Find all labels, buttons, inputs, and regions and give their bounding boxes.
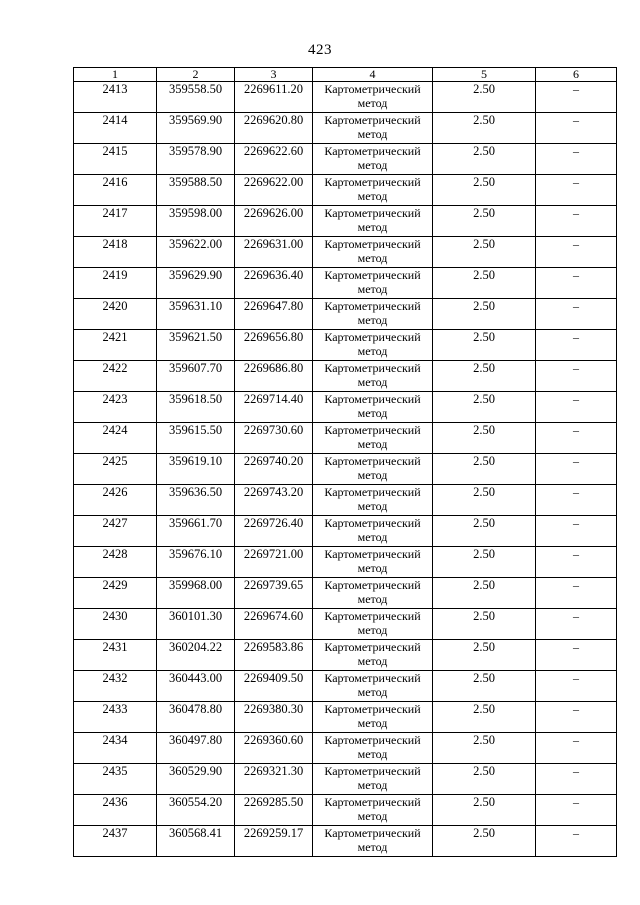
x-coordinate-cell: 359621.50	[157, 330, 235, 361]
table-row	[74, 330, 617, 361]
point-number-cell: 2420	[74, 299, 157, 330]
x-coordinate-cell: 360443.00	[157, 671, 235, 702]
description-cell: –	[536, 175, 617, 206]
y-coordinate-cell: 2269674.60	[235, 609, 313, 640]
table-row	[74, 547, 617, 578]
accuracy-cell: 2.50	[433, 423, 536, 454]
accuracy-cell: 2.50	[433, 516, 536, 547]
method-line-2: метод	[357, 622, 388, 637]
y-coordinate-cell: 2269743.20	[235, 485, 313, 516]
description-cell: –	[536, 640, 617, 671]
method-line-1: Картометрический	[324, 392, 421, 406]
x-coordinate-cell: 359588.50	[157, 175, 235, 206]
accuracy-cell: 2.50	[433, 702, 536, 733]
method-cell	[313, 609, 433, 640]
accuracy-cell: 2.50	[433, 392, 536, 423]
method-cell	[313, 268, 433, 299]
point-number-cell: 2435	[74, 764, 157, 795]
method-line-2: метод	[357, 808, 388, 823]
column-header-2: 2	[157, 68, 235, 82]
table-row	[74, 609, 617, 640]
description-cell: –	[536, 454, 617, 485]
method-line-1: Картометрический	[324, 485, 421, 499]
description-cell: –	[536, 361, 617, 392]
method-line-2: метод	[357, 560, 388, 575]
method-cell	[313, 640, 433, 671]
description-cell: –	[536, 516, 617, 547]
y-coordinate-cell: 2269259.17	[235, 826, 313, 857]
x-coordinate-cell: 360497.80	[157, 733, 235, 764]
description-cell: –	[536, 609, 617, 640]
x-coordinate-cell: 360101.30	[157, 609, 235, 640]
method-line-1: Картометрический	[324, 702, 421, 716]
description-cell: –	[536, 547, 617, 578]
y-coordinate-cell: 2269285.50	[235, 795, 313, 826]
method-line-1: Картометрический	[324, 826, 421, 840]
table-row	[74, 671, 617, 702]
x-coordinate-cell: 359636.50	[157, 485, 235, 516]
method-line-2: метод	[357, 188, 388, 203]
method-cell	[313, 82, 433, 113]
accuracy-cell: 2.50	[433, 175, 536, 206]
method-line-1: Картометрический	[324, 609, 421, 623]
method-line-1: Картометрический	[324, 113, 421, 127]
x-coordinate-cell: 359615.50	[157, 423, 235, 454]
table-row	[74, 299, 617, 330]
table-row	[74, 175, 617, 206]
table-row	[74, 82, 617, 113]
description-cell: –	[536, 392, 617, 423]
table-row	[74, 485, 617, 516]
x-coordinate-cell: 359618.50	[157, 392, 235, 423]
y-coordinate-cell: 2269726.40	[235, 516, 313, 547]
accuracy-cell: 2.50	[433, 764, 536, 795]
accuracy-cell: 2.50	[433, 82, 536, 113]
method-cell	[313, 361, 433, 392]
point-number-cell: 2422	[74, 361, 157, 392]
method-cell	[313, 299, 433, 330]
accuracy-cell: 2.50	[433, 299, 536, 330]
x-coordinate-cell: 359578.90	[157, 144, 235, 175]
accuracy-cell: 2.50	[433, 144, 536, 175]
point-number-cell: 2417	[74, 206, 157, 237]
method-line-1: Картометрический	[324, 671, 421, 685]
method-line-2: метод	[357, 250, 388, 265]
point-number-cell: 2431	[74, 640, 157, 671]
point-number-cell: 2436	[74, 795, 157, 826]
table-row	[74, 144, 617, 175]
method-line-1: Картометрический	[324, 206, 421, 220]
method-line-1: Картометрический	[324, 795, 421, 809]
method-cell	[313, 485, 433, 516]
description-cell: –	[536, 299, 617, 330]
method-line-2: метод	[357, 591, 388, 606]
y-coordinate-cell: 2269409.50	[235, 671, 313, 702]
description-cell: –	[536, 795, 617, 826]
x-coordinate-cell: 359619.10	[157, 454, 235, 485]
method-cell	[313, 578, 433, 609]
method-line-1: Картометрический	[324, 82, 421, 96]
method-cell	[313, 237, 433, 268]
method-line-2: метод	[357, 653, 388, 668]
method-cell	[313, 702, 433, 733]
table-row	[74, 795, 617, 826]
point-number-cell: 2425	[74, 454, 157, 485]
y-coordinate-cell: 2269622.60	[235, 144, 313, 175]
table-row	[74, 423, 617, 454]
method-line-1: Картометрический	[324, 578, 421, 592]
method-line-2: метод	[357, 157, 388, 172]
point-number-cell: 2426	[74, 485, 157, 516]
x-coordinate-cell: 360568.41	[157, 826, 235, 857]
method-line-2: метод	[357, 684, 388, 699]
method-cell	[313, 392, 433, 423]
x-coordinate-cell: 360554.20	[157, 795, 235, 826]
accuracy-cell: 2.50	[433, 237, 536, 268]
accuracy-cell: 2.50	[433, 671, 536, 702]
x-coordinate-cell: 360529.90	[157, 764, 235, 795]
method-cell	[313, 206, 433, 237]
method-cell	[313, 764, 433, 795]
point-number-cell: 2430	[74, 609, 157, 640]
method-cell	[313, 733, 433, 764]
accuracy-cell: 2.50	[433, 454, 536, 485]
table-row	[74, 454, 617, 485]
description-cell: –	[536, 113, 617, 144]
point-number-cell: 2415	[74, 144, 157, 175]
method-cell	[313, 144, 433, 175]
y-coordinate-cell: 2269583.86	[235, 640, 313, 671]
y-coordinate-cell: 2269730.60	[235, 423, 313, 454]
method-line-2: метод	[357, 436, 388, 451]
table-row	[74, 764, 617, 795]
method-cell	[313, 671, 433, 702]
method-line-2: метод	[357, 374, 388, 389]
method-line-2: метод	[357, 219, 388, 234]
description-cell: –	[536, 671, 617, 702]
method-line-2: метод	[357, 498, 388, 513]
method-line-2: метод	[357, 839, 388, 854]
method-line-2: метод	[357, 777, 388, 792]
table-row	[74, 826, 617, 857]
description-cell: –	[536, 82, 617, 113]
method-line-1: Картометрический	[324, 764, 421, 778]
y-coordinate-cell: 2269620.80	[235, 113, 313, 144]
point-number-cell: 2432	[74, 671, 157, 702]
x-coordinate-cell: 359968.00	[157, 578, 235, 609]
description-cell: –	[536, 485, 617, 516]
method-line-1: Картометрический	[324, 454, 421, 468]
y-coordinate-cell: 2269321.30	[235, 764, 313, 795]
point-number-cell: 2427	[74, 516, 157, 547]
point-number-cell: 2421	[74, 330, 157, 361]
accuracy-cell: 2.50	[433, 795, 536, 826]
description-cell: –	[536, 144, 617, 175]
table-row	[74, 113, 617, 144]
method-line-2: метод	[357, 715, 388, 730]
description-cell: –	[536, 237, 617, 268]
column-header-5: 5	[433, 68, 536, 82]
point-number-cell: 2418	[74, 237, 157, 268]
method-line-1: Картометрический	[324, 733, 421, 747]
y-coordinate-cell: 2269740.20	[235, 454, 313, 485]
x-coordinate-cell: 360478.80	[157, 702, 235, 733]
table-row	[74, 392, 617, 423]
method-cell	[313, 454, 433, 485]
point-number-cell: 2423	[74, 392, 157, 423]
table-row	[74, 733, 617, 764]
method-line-1: Картометрический	[324, 175, 421, 189]
accuracy-cell: 2.50	[433, 268, 536, 299]
header-row	[74, 68, 617, 82]
accuracy-cell: 2.50	[433, 578, 536, 609]
method-line-1: Картометрический	[324, 330, 421, 344]
table-row	[74, 702, 617, 733]
table-row	[74, 516, 617, 547]
method-cell	[313, 113, 433, 144]
description-cell: –	[536, 206, 617, 237]
description-cell: –	[536, 764, 617, 795]
column-header-6: 6	[536, 68, 617, 82]
method-cell	[313, 795, 433, 826]
table-row	[74, 361, 617, 392]
accuracy-cell: 2.50	[433, 547, 536, 578]
table-row	[74, 578, 617, 609]
x-coordinate-cell: 359569.90	[157, 113, 235, 144]
table-row	[74, 237, 617, 268]
method-line-1: Картометрический	[324, 640, 421, 654]
accuracy-cell: 2.50	[433, 113, 536, 144]
table-row	[74, 206, 617, 237]
description-cell: –	[536, 330, 617, 361]
method-cell	[313, 547, 433, 578]
y-coordinate-cell: 2269622.00	[235, 175, 313, 206]
accuracy-cell: 2.50	[433, 485, 536, 516]
y-coordinate-cell: 2269656.80	[235, 330, 313, 361]
y-coordinate-cell: 2269380.30	[235, 702, 313, 733]
description-cell: –	[536, 423, 617, 454]
method-line-1: Картометрический	[324, 299, 421, 313]
method-line-2: метод	[357, 312, 388, 327]
point-number-cell: 2413	[74, 82, 157, 113]
y-coordinate-cell: 2269631.00	[235, 237, 313, 268]
x-coordinate-cell: 359622.00	[157, 237, 235, 268]
point-number-cell: 2414	[74, 113, 157, 144]
point-number-cell: 2429	[74, 578, 157, 609]
method-line-1: Картометрический	[324, 237, 421, 251]
y-coordinate-cell: 2269626.00	[235, 206, 313, 237]
method-line-1: Картометрический	[324, 268, 421, 282]
accuracy-cell: 2.50	[433, 826, 536, 857]
method-line-1: Картометрический	[324, 547, 421, 561]
coordinates-table	[73, 67, 617, 857]
method-line-2: метод	[357, 529, 388, 544]
x-coordinate-cell: 359607.70	[157, 361, 235, 392]
y-coordinate-cell: 2269739.65	[235, 578, 313, 609]
accuracy-cell: 2.50	[433, 206, 536, 237]
accuracy-cell: 2.50	[433, 330, 536, 361]
column-header-4: 4	[313, 68, 433, 82]
x-coordinate-cell: 359631.10	[157, 299, 235, 330]
description-cell: –	[536, 733, 617, 764]
method-line-2: метод	[357, 467, 388, 482]
x-coordinate-cell: 359676.10	[157, 547, 235, 578]
y-coordinate-cell: 2269714.40	[235, 392, 313, 423]
x-coordinate-cell: 359558.50	[157, 82, 235, 113]
table-header	[74, 68, 617, 82]
method-line-2: метод	[357, 281, 388, 296]
method-line-2: метод	[357, 95, 388, 110]
method-cell	[313, 175, 433, 206]
y-coordinate-cell: 2269721.00	[235, 547, 313, 578]
table-row	[74, 268, 617, 299]
y-coordinate-cell: 2269636.40	[235, 268, 313, 299]
point-number-cell: 2424	[74, 423, 157, 454]
method-cell	[313, 423, 433, 454]
accuracy-cell: 2.50	[433, 361, 536, 392]
accuracy-cell: 2.50	[433, 733, 536, 764]
x-coordinate-cell: 360204.22	[157, 640, 235, 671]
method-line-2: метод	[357, 126, 388, 141]
y-coordinate-cell: 2269611.20	[235, 82, 313, 113]
method-line-1: Картометрический	[324, 423, 421, 437]
x-coordinate-cell: 359661.70	[157, 516, 235, 547]
method-cell	[313, 516, 433, 547]
page-number: 423	[308, 42, 332, 58]
method-cell	[313, 330, 433, 361]
y-coordinate-cell: 2269647.80	[235, 299, 313, 330]
method-line-2: метод	[357, 343, 388, 358]
x-coordinate-cell: 359629.90	[157, 268, 235, 299]
description-cell: –	[536, 702, 617, 733]
method-line-1: Картометрический	[324, 516, 421, 530]
point-number-cell: 2419	[74, 268, 157, 299]
x-coordinate-cell: 359598.00	[157, 206, 235, 237]
table-body	[74, 82, 617, 857]
point-number-cell: 2437	[74, 826, 157, 857]
description-cell: –	[536, 578, 617, 609]
column-header-1: 1	[74, 68, 157, 82]
accuracy-cell: 2.50	[433, 609, 536, 640]
y-coordinate-cell: 2269360.60	[235, 733, 313, 764]
point-number-cell: 2428	[74, 547, 157, 578]
method-line-2: метод	[357, 746, 388, 761]
description-cell: –	[536, 268, 617, 299]
point-number-cell: 2416	[74, 175, 157, 206]
description-cell: –	[536, 826, 617, 857]
point-number-cell: 2433	[74, 702, 157, 733]
table-row	[74, 640, 617, 671]
point-number-cell: 2434	[74, 733, 157, 764]
accuracy-cell: 2.50	[433, 640, 536, 671]
method-line-1: Картометрический	[324, 144, 421, 158]
method-cell	[313, 826, 433, 857]
y-coordinate-cell: 2269686.80	[235, 361, 313, 392]
column-header-3: 3	[235, 68, 313, 82]
method-line-2: метод	[357, 405, 388, 420]
method-line-1: Картометрический	[324, 361, 421, 375]
